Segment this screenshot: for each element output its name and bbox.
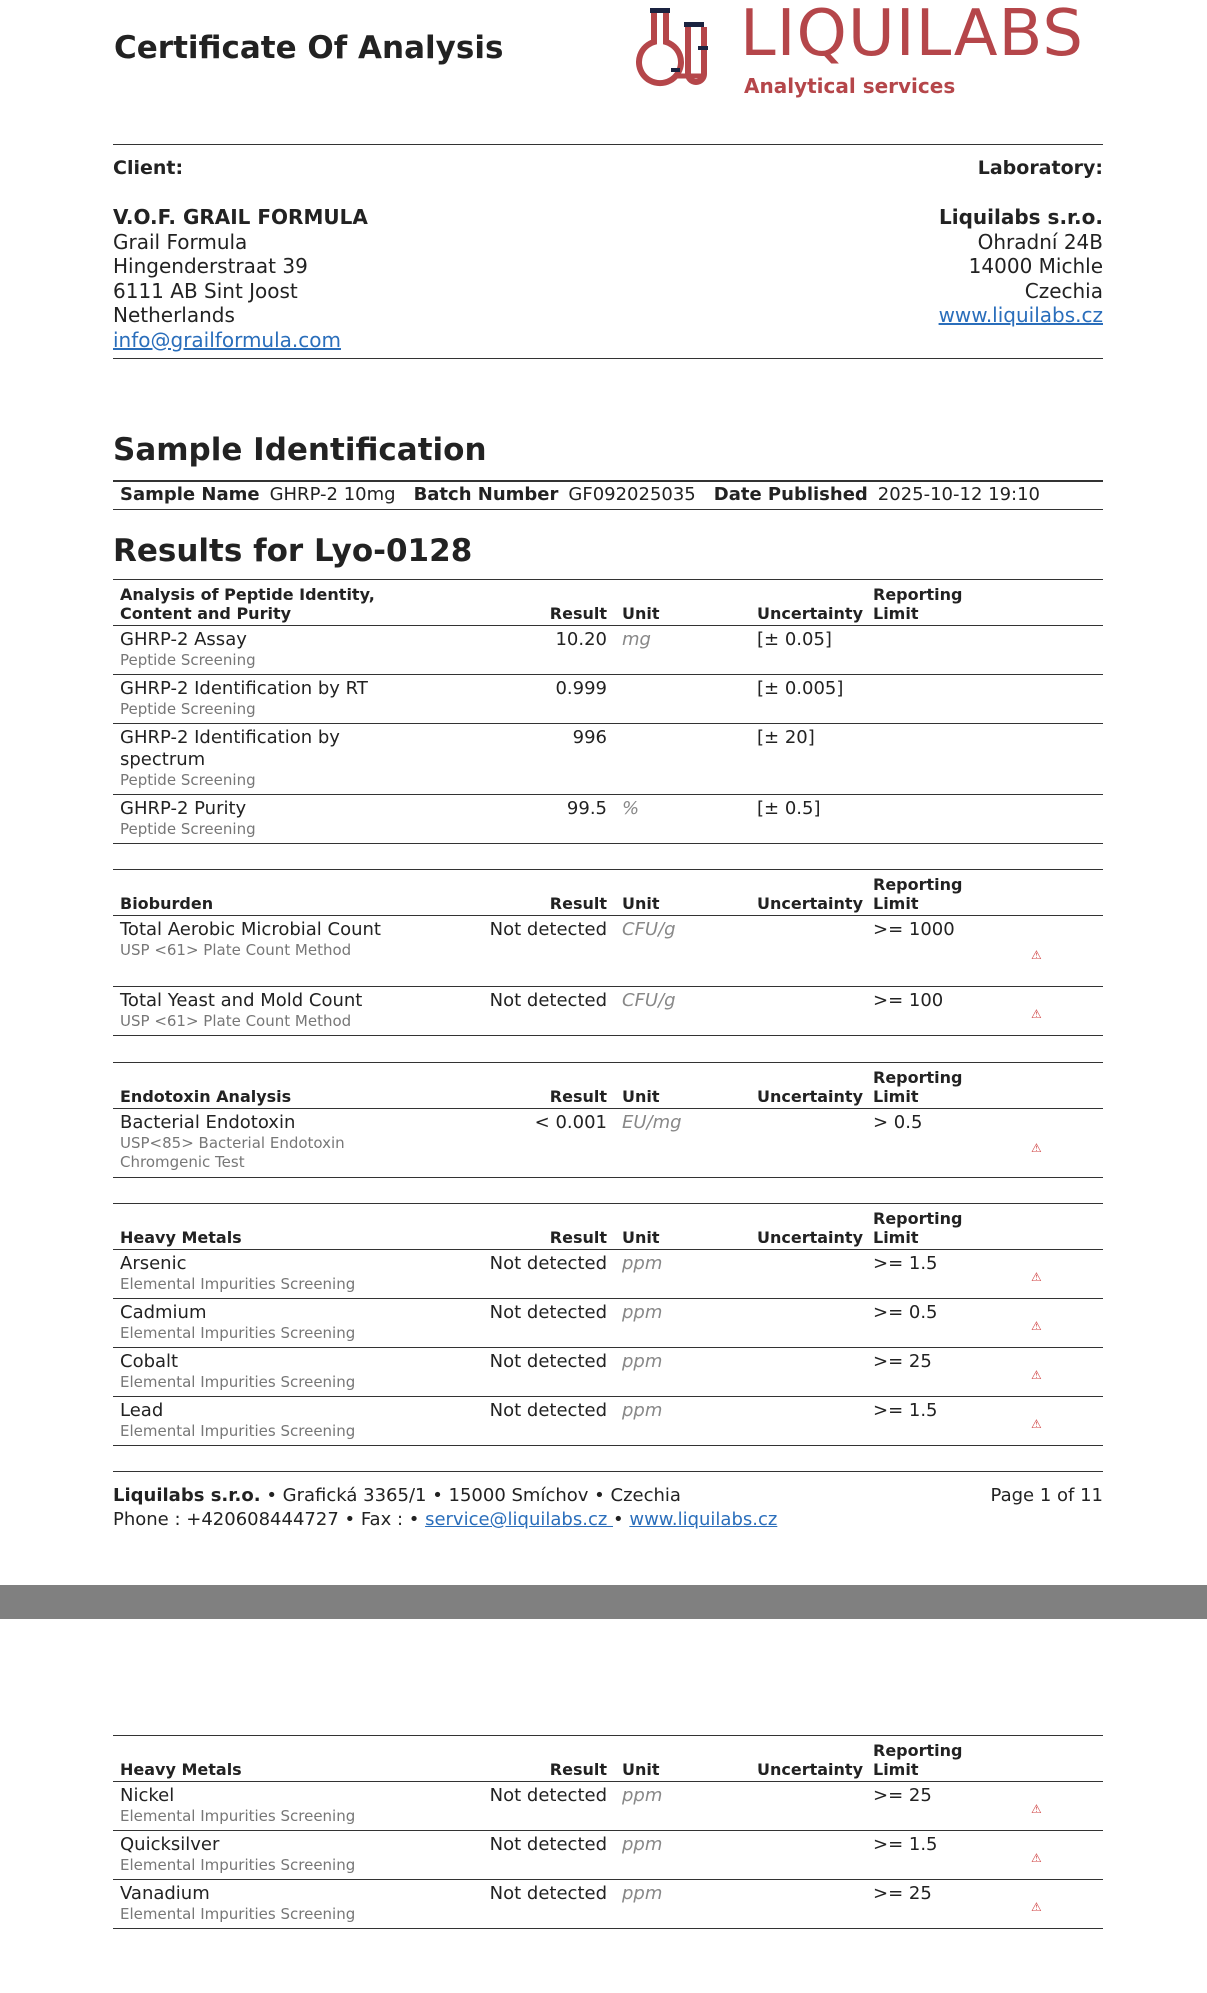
unit-value: CFU/g [622,990,676,1011]
reporting-limit-value: >= 25 [873,1351,932,1372]
results-heading: Results for Lyo-0128 [113,533,473,569]
column-header-unit: Unit [622,1760,660,1779]
table-row [113,1880,1103,1929]
client-laboratory-box [113,144,1103,359]
laboratory-line: 14000 Michle [968,254,1103,278]
uncertainty-value: [± 20] [757,727,815,748]
result-value: 0.999 [555,678,607,699]
result-value: Not detected [489,1351,607,1372]
reporting-limit-value: >= 1.5 [873,1834,938,1855]
column-header-uncertainty: Uncertainty [757,894,864,913]
liquilabs-logo [636,2,1106,102]
column-header-reporting-limit: Reporting Limit [873,585,963,623]
warning-icon: ⚠ [1031,1141,1042,1155]
table-row [113,916,1103,987]
reporting-limit-value: >= 1000 [873,919,955,940]
column-header-analysis: Heavy Metals [120,1228,242,1247]
heavy-metals-table [113,1203,1103,1446]
column-header-reporting-limit: Reporting Limit [873,1741,963,1779]
analysis-name: GHRP-2 Identification by spectrum Peptide Screening [120,727,340,789]
column-header-uncertainty: Uncertainty [757,604,864,623]
client-label: Client: [113,157,184,179]
warning-icon: ⚠ [1031,1007,1042,1021]
column-header-unit: Unit [622,894,660,913]
page-number: Page 1 of 11 [990,1485,1103,1506]
client-line: Grail Formula [113,229,248,254]
laboratory-name: Liquilabs s.r.o. [939,205,1103,229]
table-header [113,869,1103,916]
unit-value: EU/mg [622,1112,682,1133]
table-row [113,1348,1103,1397]
client-line: Netherlands [113,303,235,327]
result-value: Not detected [489,919,607,940]
uncertainty-value: [± 0.005] [757,678,844,699]
unit-value: ppm [622,1302,663,1323]
sample-identification-heading: Sample Identification [113,432,487,468]
peptide-analysis-table [113,579,1103,844]
table-row [113,1299,1103,1348]
table-header [113,1062,1103,1109]
table-row [113,987,1103,1036]
reporting-limit-value: >= 100 [873,990,944,1011]
column-header-reporting-limit: Reporting Limit [873,1068,963,1106]
sample-identification-bar [113,480,1103,510]
analysis-name: Quicksilver Elemental Impurities Screening [120,1834,356,1874]
uncertainty-value: [± 0.05] [757,629,832,650]
column-header-result: Result [549,894,607,913]
document-title: Certificate Of Analysis [114,30,504,66]
laboratory-website-link[interactable]: www.liquilabs.cz [938,303,1103,327]
unit-value: ppm [622,1351,663,1372]
warning-icon: ⚠ [1031,1417,1042,1431]
uncertainty-value: [± 0.5] [757,798,821,819]
column-header-reporting-limit: Reporting Limit [873,875,963,913]
result-value: Not detected [489,1253,607,1274]
reporting-limit-value: >= 25 [873,1785,932,1806]
laboratory-label: Laboratory: [977,157,1103,179]
warning-icon: ⚠ [1031,1270,1042,1284]
reporting-limit-value: >= 0.5 [873,1302,938,1323]
unit-value: mg [622,629,651,650]
table-header [113,1735,1103,1782]
page-footer [113,1471,1103,1532]
analysis-name: Vanadium Elemental Impurities Screening [120,1883,356,1923]
analysis-name: GHRP-2 Assay Peptide Screening [120,629,256,669]
table-row [113,675,1103,724]
table-header [113,1203,1103,1250]
warning-icon: ⚠ [1031,1900,1042,1914]
column-header-result: Result [549,1760,607,1779]
table-header [113,579,1103,626]
table-row [113,724,1103,795]
reporting-limit-value: > 0.5 [873,1112,923,1133]
batch-number-value: GF092025035 [568,484,696,505]
reporting-limit-value: >= 1.5 [873,1253,938,1274]
result-value: Not detected [489,990,607,1011]
unit-value: CFU/g [622,919,676,940]
footer-contact-line [113,1508,1103,1532]
column-header-unit: Unit [622,1228,660,1247]
page-2 [0,1619,1207,1993]
footer-separator: • [613,1509,630,1530]
client-email-link[interactable]: info@grailformula.com [113,327,341,352]
column-header-uncertainty: Uncertainty [757,1087,864,1106]
footer-address: • Grafická 3365/1 • 15000 Smíchov • Czechia [260,1485,681,1506]
result-value: 99.5 [566,798,607,819]
result-value: Not detected [489,1400,607,1421]
table-row [113,1831,1103,1880]
footer-website-link[interactable]: www.liquilabs.cz [629,1509,778,1530]
unit-value: ppm [622,1785,663,1806]
result-value: 10.20 [555,629,607,650]
column-header-analysis: Heavy Metals [120,1760,242,1779]
warning-icon: ⚠ [1031,948,1042,962]
date-published-label: Date Published [713,484,868,505]
warning-icon: ⚠ [1031,1851,1042,1865]
table-row [113,1397,1103,1446]
bioburden-table [113,869,1103,1036]
column-header-reporting-limit: Reporting Limit [873,1209,963,1247]
analysis-name: GHRP-2 Purity Peptide Screening [120,798,256,838]
warning-icon: ⚠ [1031,1368,1042,1382]
column-header-unit: Unit [622,1087,660,1106]
table-row [113,795,1103,844]
footer-address-line [113,1484,1103,1508]
column-header-result: Result [549,1228,607,1247]
date-published-value: 2025-10-12 19:10 [877,484,1040,505]
analysis-name: Nickel Elemental Impurities Screening [120,1785,356,1825]
result-value: 996 [572,727,607,748]
endotoxin-table [113,1062,1103,1178]
analysis-name: Total Aerobic Microbial Count USP <61> Plate Count Method [120,919,381,959]
result-value: Not detected [489,1883,607,1904]
table-row [113,1109,1103,1178]
result-value: < 0.001 [534,1112,607,1133]
footer-contact: Phone : +420608444727 • Fax : • [113,1509,426,1530]
laboratory-line: Czechia [1024,278,1103,303]
analysis-name: Total Yeast and Mold Count USP <61> Plate Count Method [120,990,363,1030]
sample-name-value: GHRP-2 10mg [269,484,396,505]
unit-value: ppm [622,1883,663,1904]
warning-icon: ⚠ [1031,1802,1042,1816]
laboratory-details [939,205,1103,328]
analysis-name: Lead Elemental Impurities Screening [120,1400,356,1440]
batch-number-label: Batch Number [413,484,559,505]
result-value: Not detected [489,1302,607,1323]
column-header-analysis: Analysis of Peptide Identity, Content and Purity [120,585,375,623]
unit-value: ppm [622,1834,663,1855]
result-value: Not detected [489,1834,607,1855]
unit-value: ppm [622,1400,663,1421]
footer-company: Liquilabs s.r.o. [113,1485,261,1506]
footer-email-link[interactable]: service@liquilabs.cz [425,1509,614,1530]
table-row [113,1782,1103,1831]
column-header-uncertainty: Uncertainty [757,1760,864,1779]
client-line: 6111 AB Sint Joost [113,278,298,303]
reporting-limit-value: >= 1.5 [873,1400,938,1421]
unit-value: % [622,798,640,819]
column-header-result: Result [549,1087,607,1106]
laboratory-line: Ohradní 24B [977,229,1103,254]
analysis-name: Cadmium Elemental Impurities Screening [120,1302,356,1342]
table-row [113,1250,1103,1299]
warning-icon: ⚠ [1031,1319,1042,1333]
column-header-analysis: Endotoxin Analysis [120,1087,292,1106]
column-header-analysis: Bioburden [120,894,214,913]
sample-name-label: Sample Name [120,484,260,505]
client-line: Hingenderstraat 39 [113,254,308,278]
logo-tagline: Analytical services [744,74,956,98]
page-separator [0,1585,1207,1619]
analysis-name: Cobalt Elemental Impurities Screening [120,1351,356,1391]
analysis-name: GHRP-2 Identification by RT Peptide Screening [120,678,368,718]
unit-value: ppm [622,1253,663,1274]
client-details [113,205,368,352]
analysis-name: Bacterial Endotoxin USP<85> Bacterial Endotoxin Chromgenic Test [120,1112,345,1171]
reporting-limit-value: >= 25 [873,1883,932,1904]
column-header-unit: Unit [622,604,660,623]
client-name: V.O.F. GRAIL FORMULA [113,205,368,229]
analysis-name: Arsenic Elemental Impurities Screening [120,1253,356,1293]
column-header-uncertainty: Uncertainty [757,1228,864,1247]
column-header-result: Result [549,604,607,623]
flask-icon [636,2,728,102]
logo-wordmark: LIQUILABS [740,0,1084,71]
heavy-metals-table-continued [113,1735,1103,1929]
result-value: Not detected [489,1785,607,1806]
table-row [113,626,1103,675]
